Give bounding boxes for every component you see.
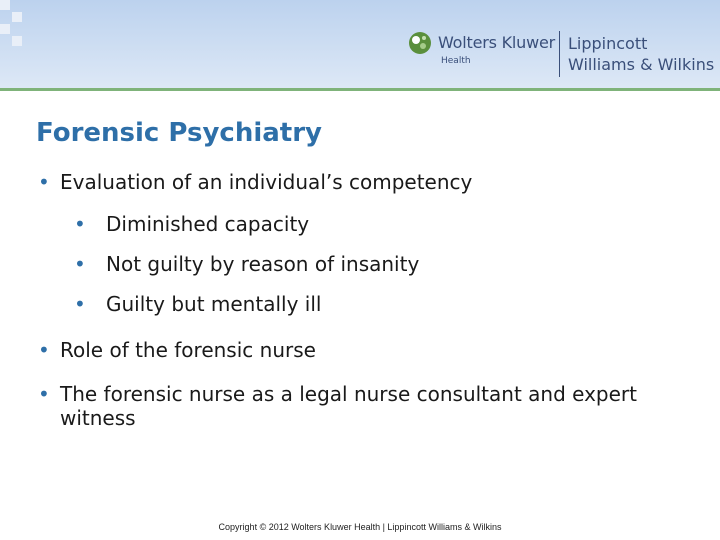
brand-line-1: Lippincott: [568, 34, 648, 53]
bullet-dot-icon: •: [74, 212, 86, 236]
sub-bullet-text: Guilty but mentally ill: [106, 292, 322, 316]
decorative-squares: [0, 0, 40, 60]
bullet-dot-icon: •: [38, 170, 50, 194]
bullet-text: Evaluation of an individual’s competency: [60, 170, 473, 194]
slide-title: Forensic Psychiatry: [36, 118, 322, 148]
sub-bullet-item: [74, 212, 704, 236]
bullet-dot-icon: •: [74, 252, 86, 276]
logo-name: Wolters Kluwer: [438, 33, 556, 52]
bullet-dot-icon: •: [38, 382, 50, 406]
bullet-item: [38, 338, 708, 362]
bullet-item: [38, 382, 708, 430]
bullet-dot-icon: •: [38, 338, 50, 362]
globe-logo-icon: [408, 31, 432, 55]
header-accent-line: [0, 88, 720, 91]
bullet-dot-icon: •: [74, 292, 86, 316]
logo-divider: [559, 31, 560, 77]
brand-line-2: Williams & Wilkins: [568, 55, 715, 74]
slide-header: [0, 0, 720, 88]
sub-bullet-item: [74, 252, 704, 276]
sub-bullet-text: Not guilty by reason of insanity: [106, 252, 420, 276]
bullet-text: Role of the forensic nurse: [60, 338, 316, 362]
logo-sub: Health: [441, 56, 471, 66]
sub-bullet-text: Diminished capacity: [106, 212, 310, 236]
bullet-text: The forensic nurse as a legal nurse consultant and expert witness: [60, 382, 637, 430]
copyright-footer: Copyright © 2012 Wolters Kluwer Health | Lippincott Williams & Wilkins: [218, 522, 502, 532]
brand-name: [568, 33, 714, 75]
bullet-item: [38, 170, 708, 194]
sub-bullet-item: [74, 292, 704, 316]
